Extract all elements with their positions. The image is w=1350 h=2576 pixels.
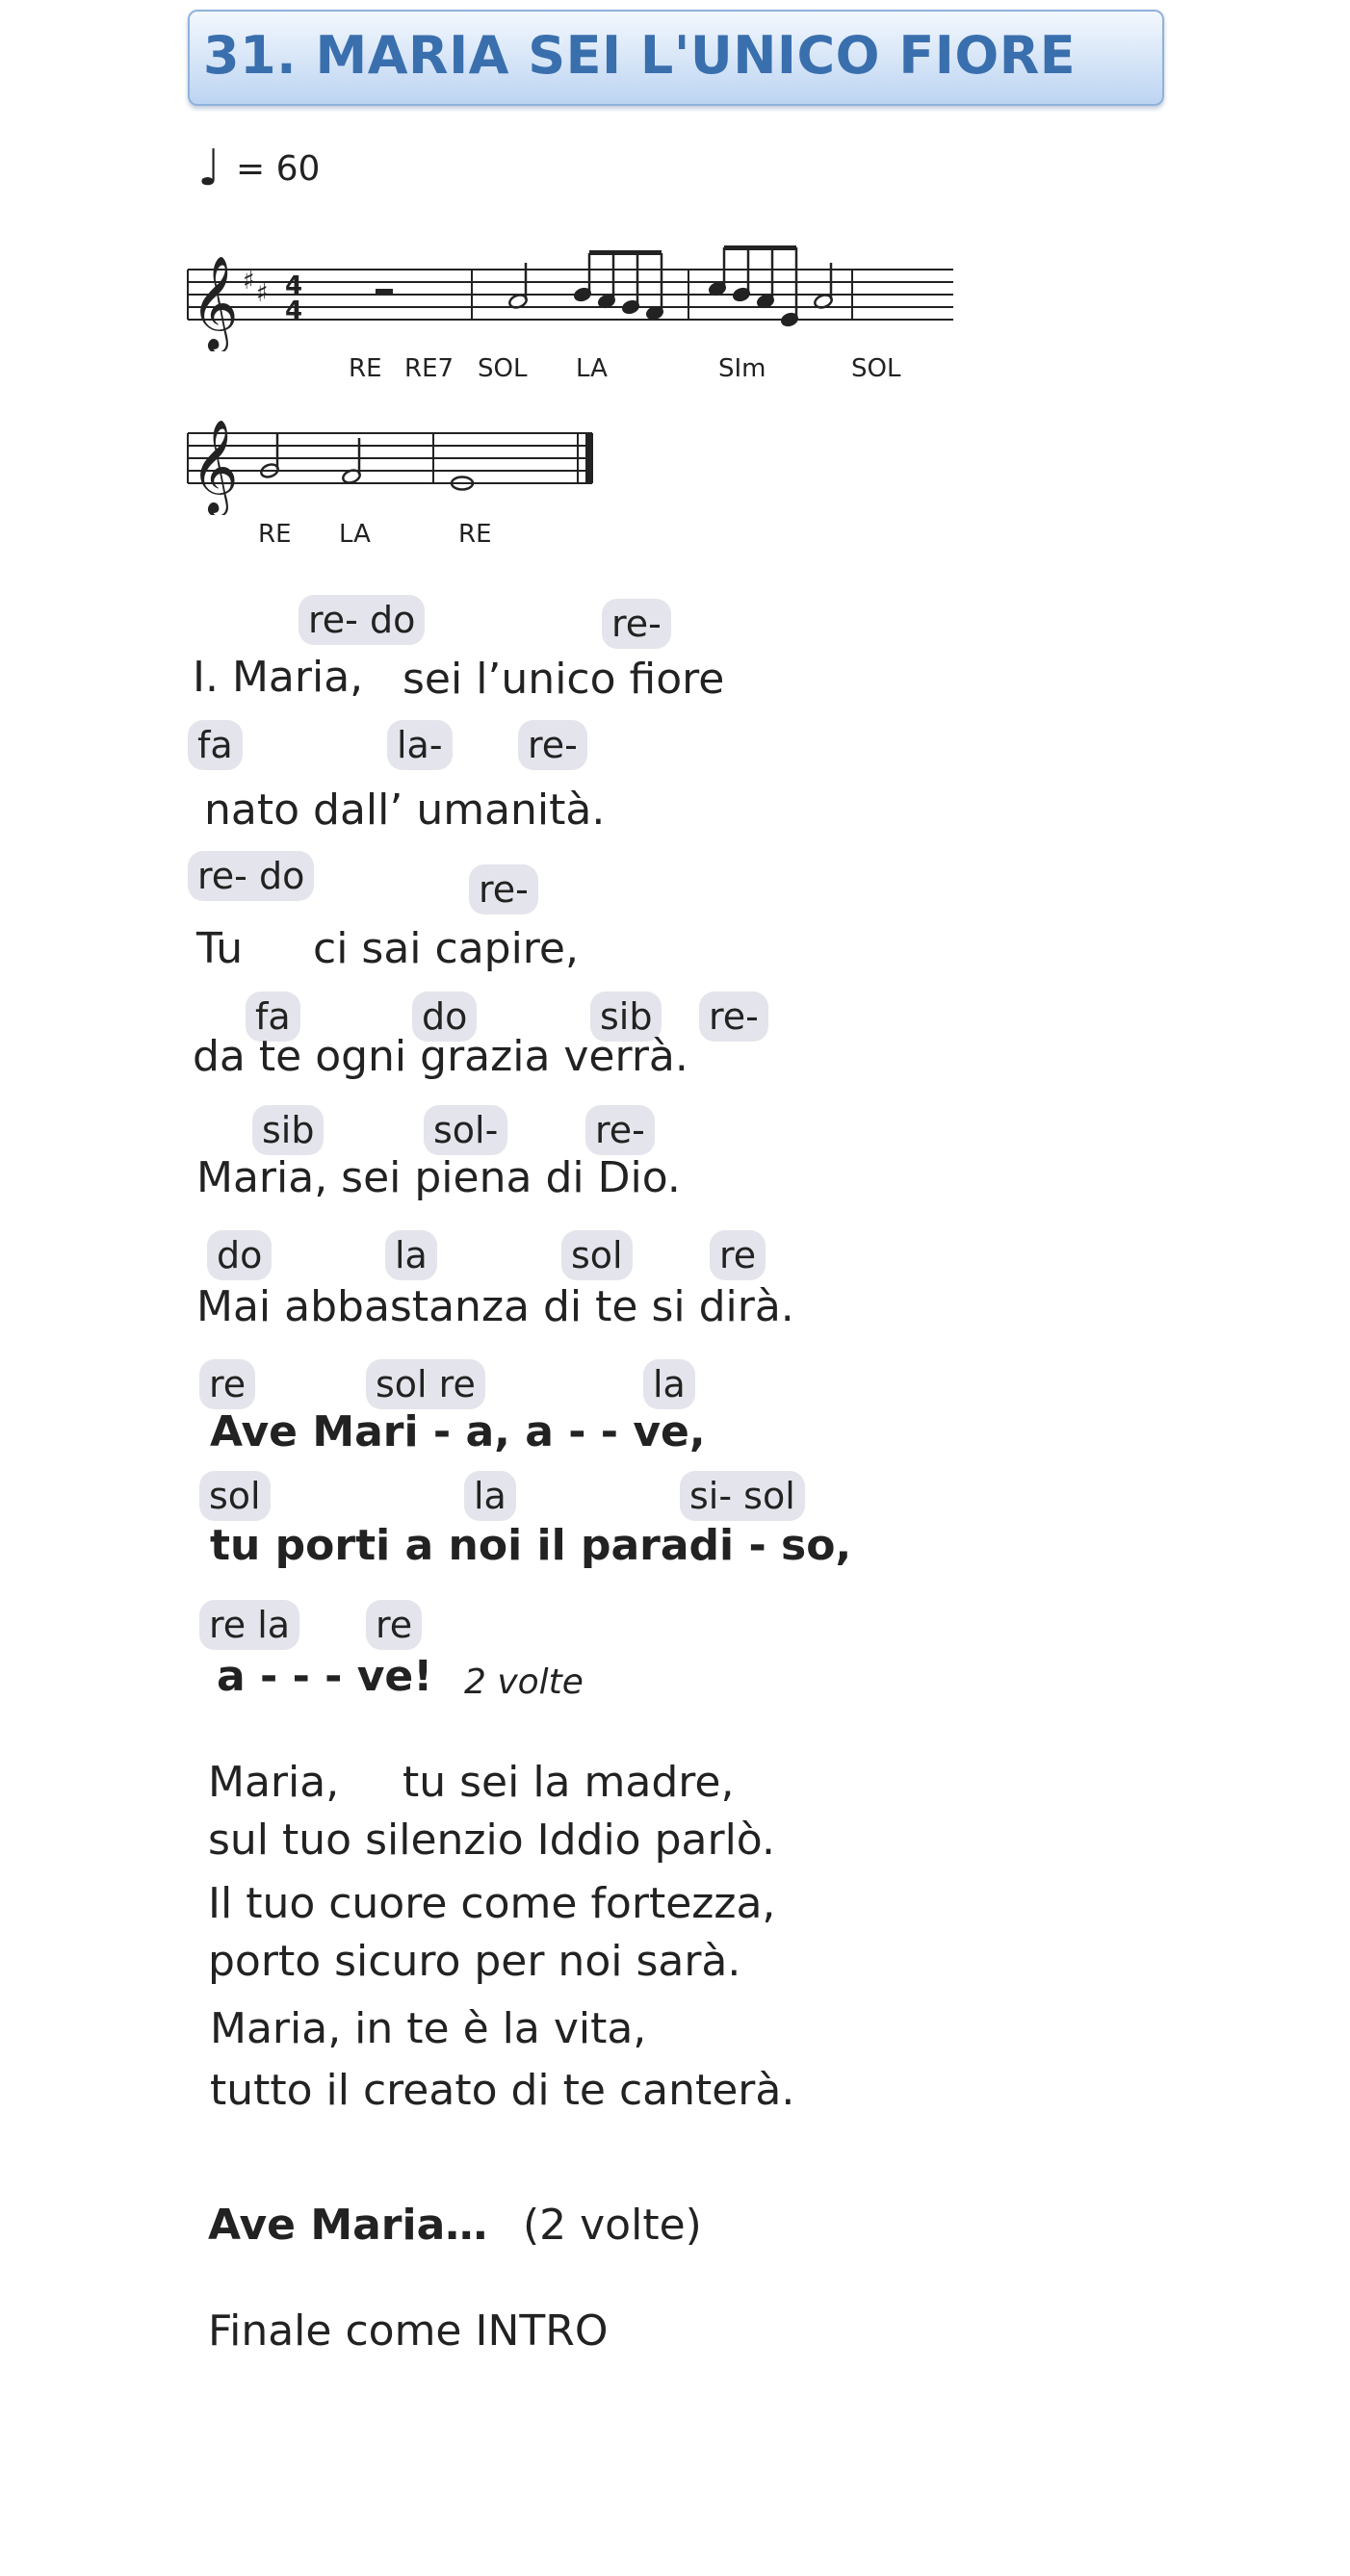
treble-clef-icon: 𝄞: [191, 255, 239, 349]
staff-chord: LA: [339, 520, 371, 549]
lyric-line: porto sicuro per noi sarà.: [208, 1937, 741, 1986]
chord-label: la: [464, 1471, 516, 1521]
sharp-icon: ♯: [256, 279, 269, 308]
lyric-line: tu sei la madre,: [402, 1758, 735, 1807]
lyric-line: tutto il creato di te canterà.: [210, 2066, 795, 2115]
lyric-line: Maria, sei piena di Dio.: [196, 1153, 681, 1202]
lyric-line: Maria, in te è la vita,: [210, 2004, 647, 2053]
staff-chord: RE: [458, 520, 492, 549]
chorus-line: tu porti a noi il paradi - so,: [210, 1521, 852, 1570]
chord-label: re la: [199, 1600, 299, 1650]
lyric-line: sul tuo silenzio Iddio parlò.: [208, 1816, 775, 1865]
staff-chord: RE: [349, 354, 382, 383]
chord-label: re-: [699, 992, 768, 1042]
title-banner: [188, 10, 1164, 106]
chord-label: sol: [199, 1471, 271, 1521]
time-signature: 4: [285, 271, 303, 300]
chord-label: re- do: [299, 595, 425, 645]
staff-chord: RE7: [404, 354, 454, 383]
chord-label: re: [366, 1600, 422, 1650]
staff-chord: LA: [576, 354, 608, 383]
lyric-line: Il tuo cuore come fortezza,: [208, 1879, 776, 1928]
sharp-icon: ♯: [243, 267, 255, 296]
song-title: 31. MARIA SEI L'UNICO FIORE: [203, 25, 1077, 86]
chord-label: re- do: [188, 851, 314, 901]
lyric-line: Maria,: [208, 1758, 340, 1807]
lyric-line: da te ogni grazia verrà.: [193, 1032, 688, 1081]
chord-label: re-: [518, 720, 587, 770]
lyric-line: Mai abbastanza di te si dirà.: [196, 1282, 794, 1331]
lyric-line: sei l’unico fiore: [402, 655, 725, 704]
chord-label: sib: [590, 992, 662, 1042]
chord-label: re-: [585, 1105, 655, 1155]
lyric-line: Tu: [196, 924, 244, 973]
chord-label: si- sol: [680, 1471, 805, 1521]
time-signature: 4: [285, 296, 303, 325]
chord-label: la: [385, 1230, 437, 1280]
chord-label: re: [710, 1230, 766, 1280]
finale-text: Finale come INTRO: [208, 2306, 609, 2356]
chorus-line: a - - - ve!: [217, 1652, 433, 1701]
tempo-value: = 60: [236, 149, 321, 189]
treble-clef-icon: 𝄞: [191, 419, 239, 513]
repeat-note: 2 volte: [464, 1662, 584, 1702]
refrain-text: Ave Maria…: [208, 2201, 488, 2250]
chord-label: fa: [246, 992, 300, 1042]
chord-label: sol: [561, 1230, 633, 1280]
music-staff-2: [183, 409, 607, 515]
chorus-line: Ave Mari - a, a - - ve,: [210, 1407, 706, 1456]
chord-label: la: [643, 1359, 695, 1409]
chord-label: re: [199, 1359, 255, 1409]
chord-label: sol re: [366, 1359, 485, 1409]
lyric-line: ci sai capire,: [313, 924, 579, 973]
quarter-note-icon: ♩: [197, 140, 221, 197]
lyric-line: I. Maria,: [193, 653, 364, 702]
chord-label: sol-: [424, 1105, 507, 1155]
staff-chord: RE: [258, 520, 292, 549]
chord-label: fa: [188, 720, 243, 770]
chord-label: sib: [252, 1105, 324, 1155]
chord-label: do: [412, 992, 477, 1042]
half-rest: [376, 289, 393, 295]
music-staff-1: [183, 245, 963, 351]
chord-label: re-: [469, 864, 538, 914]
chord-label: re-: [602, 599, 671, 649]
lyric-line: nato dall’ umanità.: [204, 786, 606, 835]
staff-chord: SIm: [718, 354, 766, 383]
chord-label: do: [207, 1230, 272, 1280]
chord-label: la-: [387, 720, 453, 770]
staff-chord: SOL: [851, 354, 901, 383]
staff-chord: SOL: [478, 354, 528, 383]
refrain-note: (2 volte): [523, 2201, 702, 2250]
